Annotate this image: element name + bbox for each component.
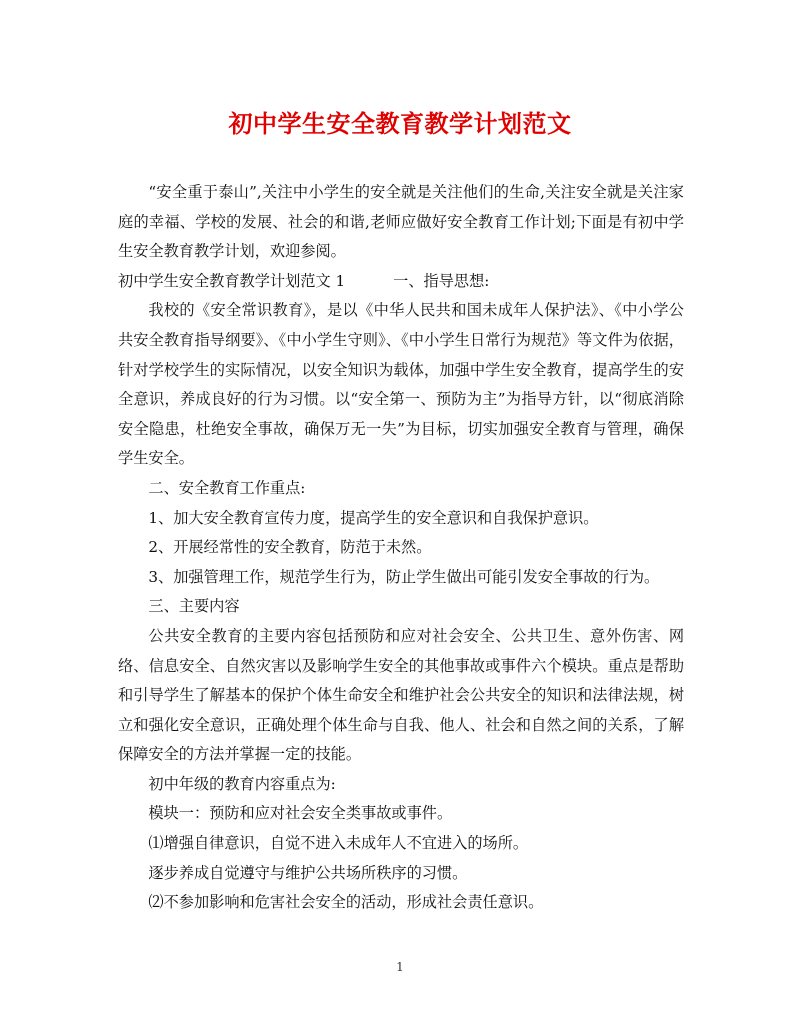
section-title-line bbox=[118, 267, 684, 297]
module-1-item-1b: 逐步养成自觉遵守与维护公共场所秩序的习惯。 bbox=[148, 863, 468, 882]
focus-item-3: 3、加强管理工作，规范学生行为，防止学生做出可能引发安全事故的行为。 bbox=[148, 567, 660, 586]
module-1-item-2: ⑵不参加影响和危害社会安全的活动，形成社会责任意识。 bbox=[148, 893, 544, 912]
content-paragraph: 公共安全教育的主要内容包括预防和应对社会安全、公共卫生、意外伤害、网络、信息安全、自然灾害以及影响学生安全的其他事故或事件六个模块。重点是帮助和引导学生了解基本的保护个体生命安全和维护社会公共安全的知识和法律法规，树立和强化安全意识，正确处理个体生命与自我、他人、社会和自然之间的关系，了解保障安全的方法并掌握一定的技能。 bbox=[118, 626, 684, 764]
section-heading: 一、指导思想: bbox=[393, 271, 490, 290]
page-title: 初中学生安全教育教学计划范文 bbox=[228, 109, 572, 138]
section-title: 初中学生安全教育教学计划范文 1 bbox=[118, 271, 346, 290]
page-number: 1 bbox=[396, 960, 404, 974]
guiding-paragraph: 我校的《安全常识教育》，是以《中华人民共和国未成年人保护法》、《中小学公共安全教育指导纲要》、《中小学生守则》、《中小学生日常行为规范》等文件为依据，针对学校学生的实际情况，以安全知识为载体，加强中学生安全教育，提高学生的安全意识，养成良好的行为习惯。以“安全第一、预防为主”为指导方针，以“彻底消除安全隐患，杜绝安全事故，确保万无一失”为目标，切实加强安全教育与管理，确保学生安全。 bbox=[118, 301, 684, 468]
focus-item-1: 1、加大安全教育宣传力度，提高学生的安全意识和自我保护意识。 bbox=[148, 508, 599, 527]
module-1-item-1: ⑴增强自律意识，自觉不进入未成年人不宜进入的场所。 bbox=[148, 834, 529, 853]
module-1-heading: 模块一：预防和应对社会安全类事故或事件。 bbox=[148, 804, 453, 823]
grade-focus: 初中年级的教育内容重点为: bbox=[148, 774, 336, 793]
document-body bbox=[118, 178, 684, 918]
intro-paragraph: “安全重于泰山”,关注中小学生的安全就是关注他们的生命,关注安全就是关注家庭的幸福、学校的发展、社会的和谐,老师应做好安全教育工作计划;下面是有初中学生安全教育教学计划，欢迎参阅。 bbox=[118, 183, 684, 261]
focus-item-2: 2、开展经常性的安全教育，防范于未然。 bbox=[148, 538, 432, 557]
content-heading: 三、主要内容 bbox=[148, 597, 240, 616]
focus-heading: 二、安全教育工作重点: bbox=[148, 478, 306, 497]
